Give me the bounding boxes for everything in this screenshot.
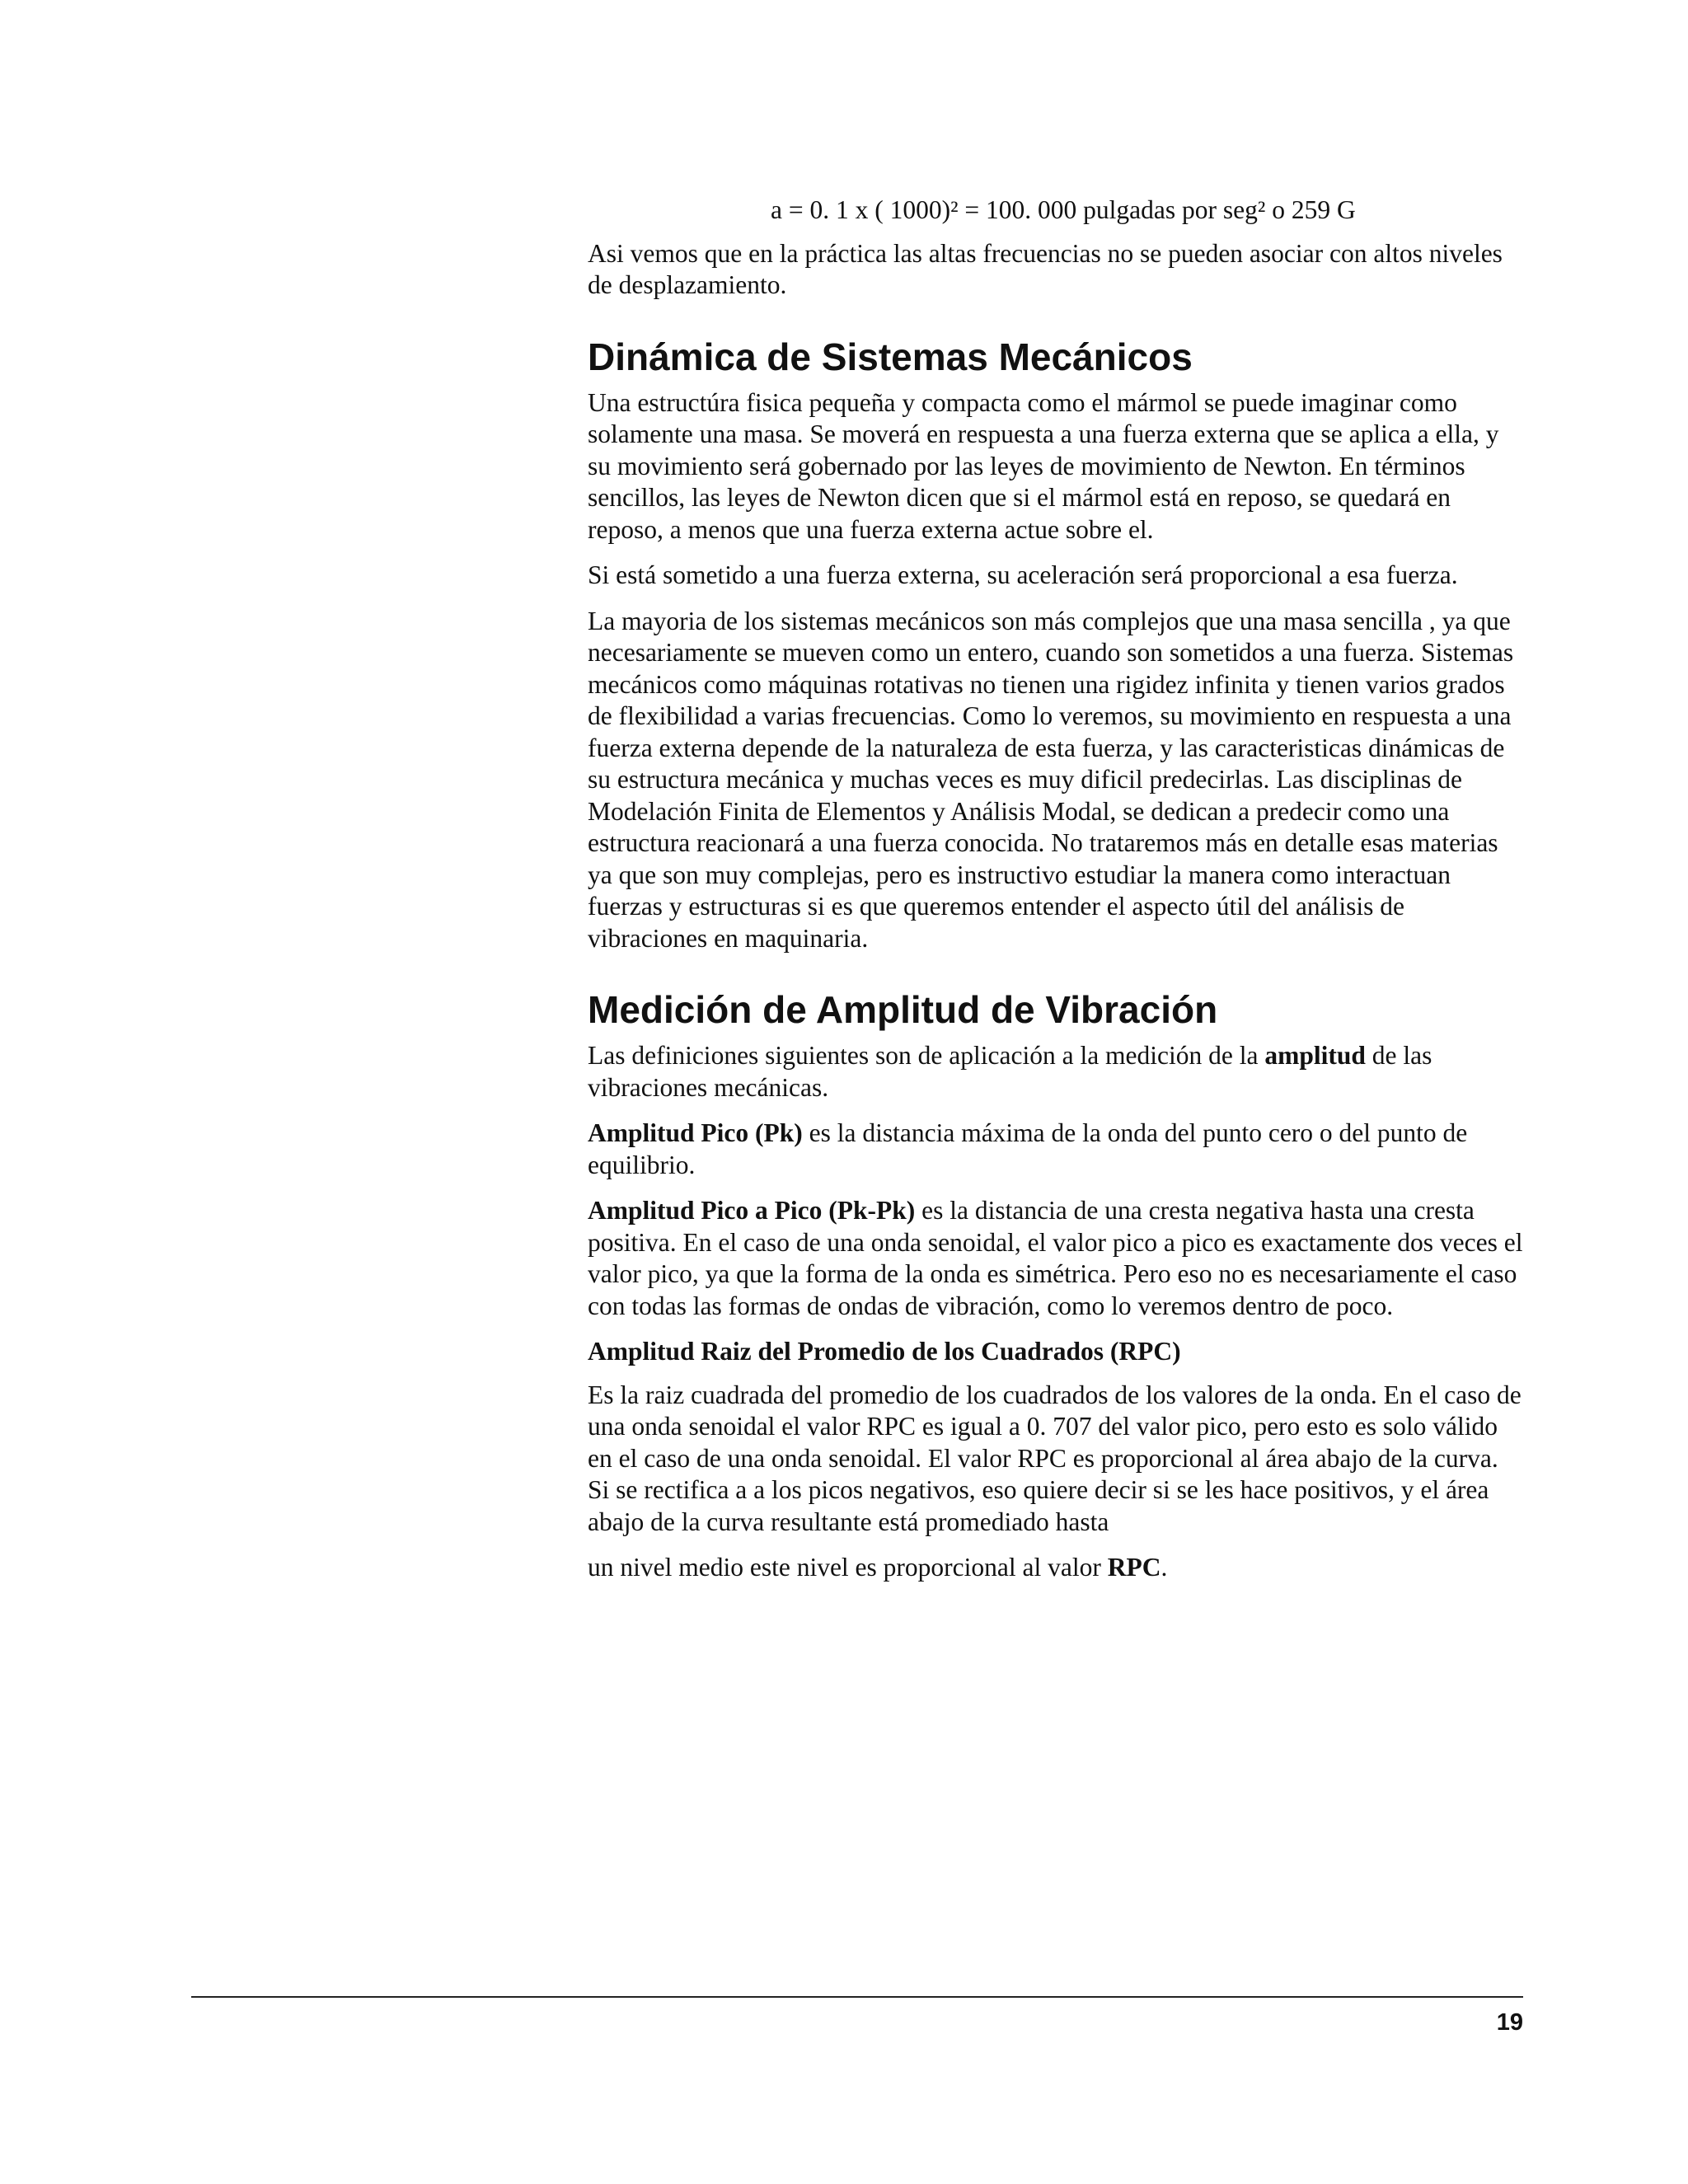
rpc-final-period: . <box>1160 1553 1168 1582</box>
intro-paragraph: Asi vemos que en la práctica las altas frecuencias no se pueden asociar con altos niveles de desplazamiento. <box>588 238 1503 299</box>
paragraph-amplitud-pico <box>588 1118 1523 1181</box>
subheading-rpc: Amplitud Raiz del Promedio de los Cuadrados (RPC) <box>588 1337 1181 1366</box>
footer-divider <box>191 1996 1523 1998</box>
definiciones-bold-term: amplitud <box>1264 1041 1366 1070</box>
paragraph-definiciones <box>588 1040 1523 1104</box>
paragraph-fuerza-externa: Si está sometido a una fuerza externa, su aceleración será proporcional a esa fuerza. <box>588 560 1458 589</box>
paragraph-sistemas-complejos: La mayoria de los sistemas mecánicos son más complejos que una masa sencilla , ya que necesariamente se mueven como un entero, cuando son sometidos a una fuerza. Sistemas mecánicos como máquinas rotativas no tienen una rigidez infinita y tienen varios grados de flexibilidad a varias frecuencias. Como lo veremos, su movimiento en respuesta a una fuerza externa depende de la naturaleza de esta fuerza, y las caracteristicas dinámicas de su estructura mecánica y muchas veces es muy dificil predecirlas. Las disciplinas de Modelación Finita de Elementos y Análisis Modal, se dedican a predecir como una estructura reacionará a una fuerza conocida. No trataremos más en detalle esas materias ya que son muy complejas, pero es instructivo estudiar la manera como interactuan fuerzas y estructuras si es que queremos entender el aspecto útil del análisis de vibraciones en maquinaria. <box>588 606 1514 953</box>
term-amplitud-pico-a-pico: Amplitud Pico a Pico (Pk-Pk) <box>588 1196 916 1225</box>
section-heading-dinamica: Dinámica de Sistemas Mecánicos <box>588 335 1193 378</box>
term-amplitud-pico: Amplitud Pico (Pk) <box>588 1118 803 1147</box>
paragraph-rpc-final <box>588 1552 1523 1584</box>
section-heading-medicion: Medición de Amplitud de Vibración <box>588 988 1218 1031</box>
rpc-final-text: un nivel medio este nivel es proporcional al valor <box>588 1553 1108 1582</box>
page-content <box>588 194 1523 1598</box>
definition-amplitud-pico-a-pico: es la distancia de una cresta negativa hasta una cresta positiva. En el caso de una onda senoidal, el valor pico a pico es exactamente dos veces el valor pico, ya que la forma de la onda es simétrica. Pero eso no es necesariamente el caso con todas las formas de ondas de vibración, como lo veremos dentro de poco. <box>588 1196 1523 1320</box>
definiciones-text: Las definiciones siguientes son de aplicación a la medición de la <box>588 1041 1265 1070</box>
definiciones-text-end: de las vibraciones mecánicas. <box>588 1041 1432 1102</box>
acceleration-formula: a = 0. 1 x ( 1000)² = 100. 000 pulgadas por seg² o 259 G <box>771 195 1356 224</box>
paragraph-rpc: Es la raiz cuadrada del promedio de los cuadrados de los valores de la onda. En el caso de una onda senoidal el valor RPC es igual a 0. 707 del valor pico, pero esto es solo válido en el caso de una onda senoidal. El valor RPC es proporcional al área abajo de la curva. Si se rectifica a a los picos negativos, eso quiere decir si se les hace positivos, y el área abajo de la curva resultante está promediado hasta <box>588 1380 1522 1536</box>
page-number: 19 <box>1496 2009 1523 2036</box>
definition-amplitud-pico: es la distancia máxima de la onda del punto cero o del punto de equilibrio. <box>588 1118 1468 1179</box>
paragraph-amplitud-pico-a-pico <box>588 1195 1523 1322</box>
paragraph-masa: Una estructúra fisica pequeña y compacta como el mármol se puede imaginar como solamente una masa. Se moverá en respuesta a una fuerza externa que se aplica a ella, y su movimiento será gobernado por las leyes de movimiento de Newton. En términos sencillos, las leyes de Newton dicen que si el mármol está en reposo, se quedará en reposo, a menos que una fuerza externa actue sobre el. <box>588 387 1499 544</box>
rpc-final-bold: RPC <box>1107 1553 1161 1582</box>
